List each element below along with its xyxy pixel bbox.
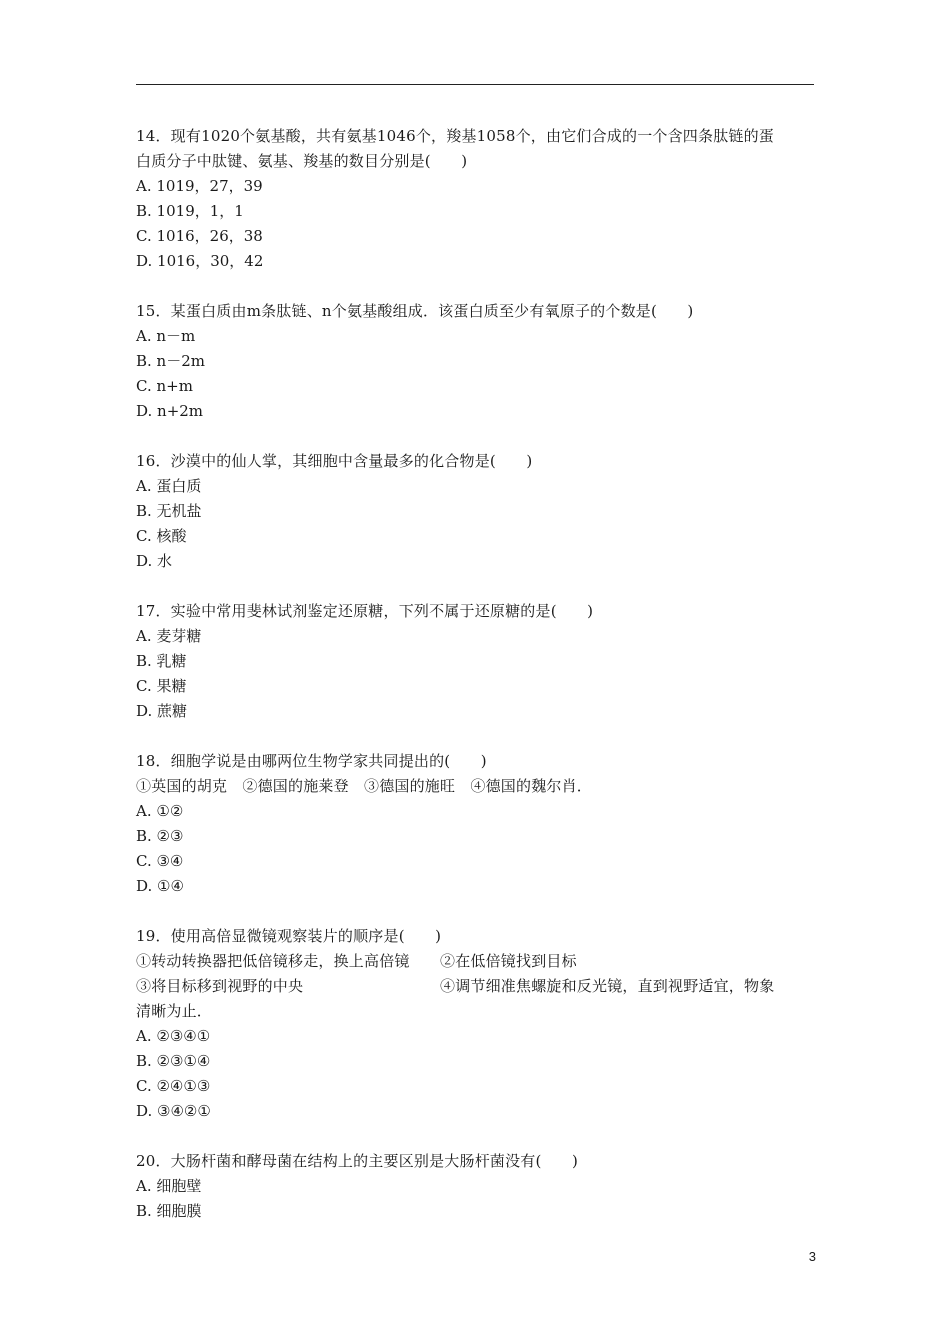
- header-rule: [136, 84, 814, 85]
- question-stem: 20．大肠杆菌和酵母菌在结构上的主要区别是大肠杆菌没有( ): [136, 1152, 578, 1170]
- option-a: A. 细胞壁: [136, 1177, 202, 1195]
- question-stem: 16．沙漠中的仙人掌，其细胞中含量最多的化合物是( ): [136, 452, 533, 470]
- option-d: D. ③④②①: [136, 1102, 211, 1120]
- option-a: A. ①②: [136, 802, 184, 820]
- option-c: C. ③④: [136, 852, 184, 870]
- question-stem: 17．实验中常用斐林试剂鉴定还原糖，下列不属于还原糖的是( ): [136, 602, 594, 620]
- question-stem: 白质分子中肽键、氨基、羧基的数目分别是( ): [136, 152, 468, 170]
- question-stem: 19．使用高倍显微镜观察装片的顺序是( ): [136, 927, 442, 945]
- question-17: [136, 599, 816, 724]
- option-b: B. 细胞膜: [136, 1202, 202, 1220]
- question-14: [136, 124, 816, 274]
- option-c: C. 果糖: [136, 677, 187, 695]
- question-stem: 15．某蛋白质由m条肽链、n个氨基酸组成．该蛋白质至少有氧原子的个数是( ): [136, 302, 694, 320]
- option-b: B. 1019，1，1: [136, 202, 244, 220]
- option-c: C. n+m: [136, 377, 193, 395]
- question-18: [136, 749, 816, 899]
- question-stem: ①转动转换器把低倍镜移走，换上高倍镜 ②在低倍镜找到目标: [136, 952, 577, 970]
- option-d: D. ①④: [136, 877, 184, 895]
- page-number: 3: [808, 1249, 816, 1264]
- option-a: A. 麦芽糖: [136, 627, 202, 645]
- option-a: A. 1019，27，39: [136, 177, 263, 195]
- question-stem: 18．细胞学说是由哪两位生物学家共同提出的( ): [136, 752, 487, 770]
- question-19: [136, 924, 816, 1124]
- option-d: D. 水: [136, 552, 173, 570]
- option-a: A. n－m: [136, 327, 196, 345]
- question-stem: ①英国的胡克 ②德国的施莱登 ③德国的施旺 ④德国的魏尔肖．: [136, 777, 593, 795]
- option-c: C. 核酸: [136, 527, 187, 545]
- option-d: D. 蔗糖: [136, 702, 188, 720]
- option-b: B. n－2m: [136, 352, 205, 370]
- question-stem: 清晰为止．: [136, 1002, 213, 1020]
- option-b: B. 无机盐: [136, 502, 202, 520]
- question-stem: 14．现有1020个氨基酸，共有氨基1046个，羧基1058个，由它们合成的一个含四条肽链的蛋: [136, 127, 775, 145]
- question-16: [136, 449, 816, 574]
- question-15: [136, 299, 816, 424]
- option-a: A. ②③④①: [136, 1027, 211, 1045]
- option-c: C. ②④①③: [136, 1077, 211, 1095]
- option-b: B. ②③①④: [136, 1052, 211, 1070]
- question-20: [136, 1149, 816, 1224]
- question-list: [136, 124, 816, 1249]
- option-a: A. 蛋白质: [136, 477, 202, 495]
- question-stem: ③将目标移到视野的中央 ④调节细准焦螺旋和反光镜，直到视野适宜，物象: [136, 977, 775, 995]
- option-d: D. n+2m: [136, 402, 204, 420]
- option-b: B. ②③: [136, 827, 184, 845]
- option-c: C. 1016，26，38: [136, 227, 263, 245]
- option-b: B. 乳糖: [136, 652, 187, 670]
- option-d: D. 1016，30，42: [136, 252, 264, 270]
